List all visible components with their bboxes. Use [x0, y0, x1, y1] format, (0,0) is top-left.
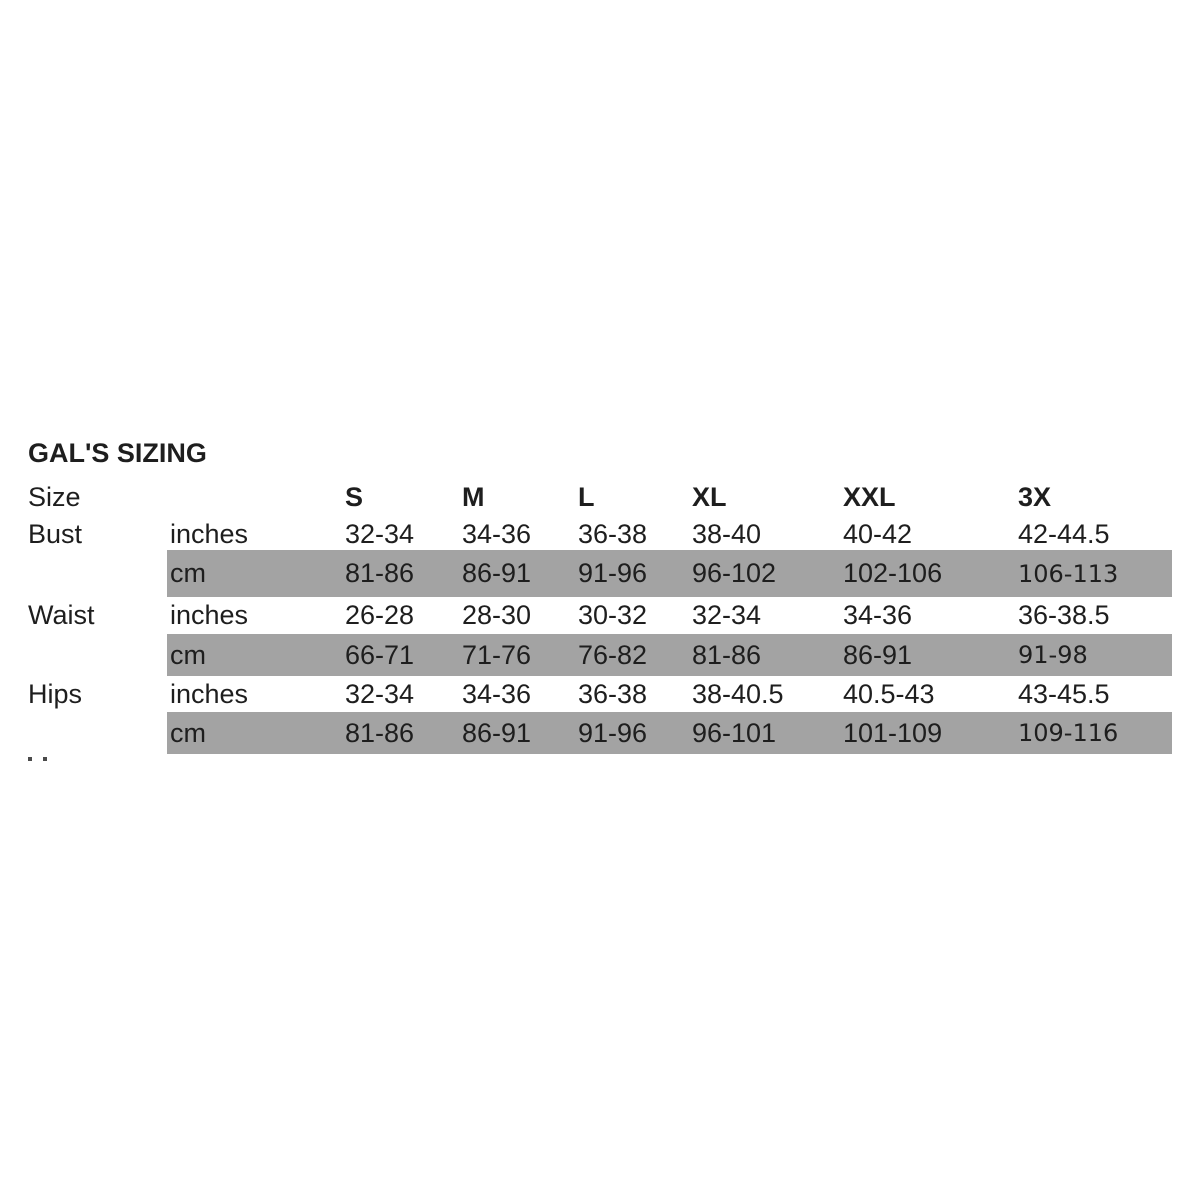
- unit-label: cm: [170, 558, 206, 588]
- cell-bust-cm-l: 91-96: [578, 558, 648, 588]
- waist-inches-band: [167, 597, 1172, 634]
- column-header-xxl: XXL: [843, 482, 896, 512]
- cell-waist-cm-3x: 91-98: [1018, 641, 1088, 669]
- cell-hips-cm-l: 91-96: [578, 717, 648, 748]
- column-header-m: M: [462, 482, 485, 512]
- cell-hips-cm-s: 81-86: [345, 717, 415, 748]
- table-row-waist-cm: [0, 634, 1200, 676]
- row-label-empty: [0, 550, 167, 597]
- hips-cm-band: [167, 712, 1172, 754]
- cell-waist-cm-xxl: 86-91: [843, 639, 913, 670]
- table-header-row: [0, 477, 1200, 518]
- cell-bust-inches-xl: 38-40: [692, 518, 762, 549]
- cell-hips-cm-xxl: 101-109: [843, 717, 943, 748]
- cell-bust-cm-xl: 96-102: [692, 558, 777, 588]
- cell-bust-cm-s: 81-86: [345, 558, 415, 588]
- unit-label: cm: [170, 639, 206, 670]
- cell-waist-inches-s: 26-28: [345, 600, 415, 630]
- cell-bust-cm-3x: 106-113: [1018, 559, 1119, 588]
- header-band: [167, 477, 1172, 518]
- unit-label: inches: [170, 518, 249, 549]
- cell-bust-inches-3x: 42-44.5: [1018, 518, 1110, 549]
- cell-waist-cm-m: 71-76: [462, 639, 532, 670]
- cell-waist-cm-xl: 81-86: [692, 639, 762, 670]
- row-label-bust: Bust: [0, 518, 167, 550]
- column-header-s: S: [345, 482, 364, 512]
- cell-waist-inches-l: 30-32: [578, 600, 648, 630]
- cell-hips-cm-m: 86-91: [462, 717, 532, 748]
- cell-waist-cm-l: 76-82: [578, 639, 648, 670]
- table-row-hips-cm: [0, 712, 1200, 754]
- cell-bust-inches-m: 34-36: [462, 518, 532, 549]
- cell-bust-inches-xxl: 40-42: [843, 518, 913, 549]
- cell-bust-cm-xxl: 102-106: [843, 558, 943, 588]
- table-row-bust-cm: [0, 550, 1200, 597]
- cell-hips-inches-xxl: 40.5-43: [843, 678, 935, 709]
- cell-hips-inches-xl: 38-40.5: [692, 678, 784, 709]
- table-row-hips-inches: [0, 676, 1200, 712]
- bust-cm-band: [167, 550, 1172, 597]
- bust-inches-band: [167, 518, 1172, 550]
- cell-waist-inches-m: 28-30: [462, 600, 532, 630]
- table-row-waist-inches: [0, 597, 1200, 634]
- row-label-empty: [0, 634, 167, 676]
- row-label-hips: Hips: [0, 676, 167, 712]
- hips-inches-band: [167, 676, 1172, 712]
- column-header-l: L: [578, 482, 595, 512]
- column-header-xl: XL: [692, 482, 727, 512]
- column-header-3x: 3X: [1018, 482, 1052, 512]
- cell-waist-inches-3x: 36-38.5: [1018, 600, 1110, 630]
- cell-hips-inches-m: 34-36: [462, 678, 532, 709]
- table-row-bust-inches: [0, 518, 1200, 550]
- cell-waist-inches-xl: 32-34: [692, 600, 762, 630]
- unit-column-header: [167, 477, 345, 518]
- row-label-empty: [0, 712, 167, 754]
- cell-hips-inches-s: 32-34: [345, 678, 415, 709]
- dot-artifact: [28, 757, 32, 761]
- unit-label: inches: [170, 678, 249, 709]
- cell-hips-inches-l: 36-38: [578, 678, 648, 709]
- unit-label: inches: [170, 600, 249, 630]
- cell-hips-inches-3x: 43-45.5: [1018, 678, 1110, 709]
- sizing-table: [0, 477, 1200, 754]
- dot-artifact: [43, 757, 47, 761]
- page-title: GAL'S SIZING: [28, 438, 207, 468]
- waist-cm-band: [167, 634, 1172, 676]
- cell-bust-inches-s: 32-34: [345, 518, 415, 549]
- row-label-waist: Waist: [0, 597, 167, 634]
- cell-waist-inches-xxl: 34-36: [843, 600, 913, 630]
- cell-bust-cm-m: 86-91: [462, 558, 532, 588]
- size-row-label: Size: [0, 477, 167, 518]
- cell-bust-inches-l: 36-38: [578, 518, 648, 549]
- truncated-text-dots: [28, 757, 47, 761]
- unit-label: cm: [170, 717, 206, 748]
- cell-hips-cm-xl: 96-101: [692, 717, 777, 748]
- cell-hips-cm-3x: 109-116: [1018, 719, 1119, 747]
- cell-waist-cm-s: 66-71: [345, 639, 415, 670]
